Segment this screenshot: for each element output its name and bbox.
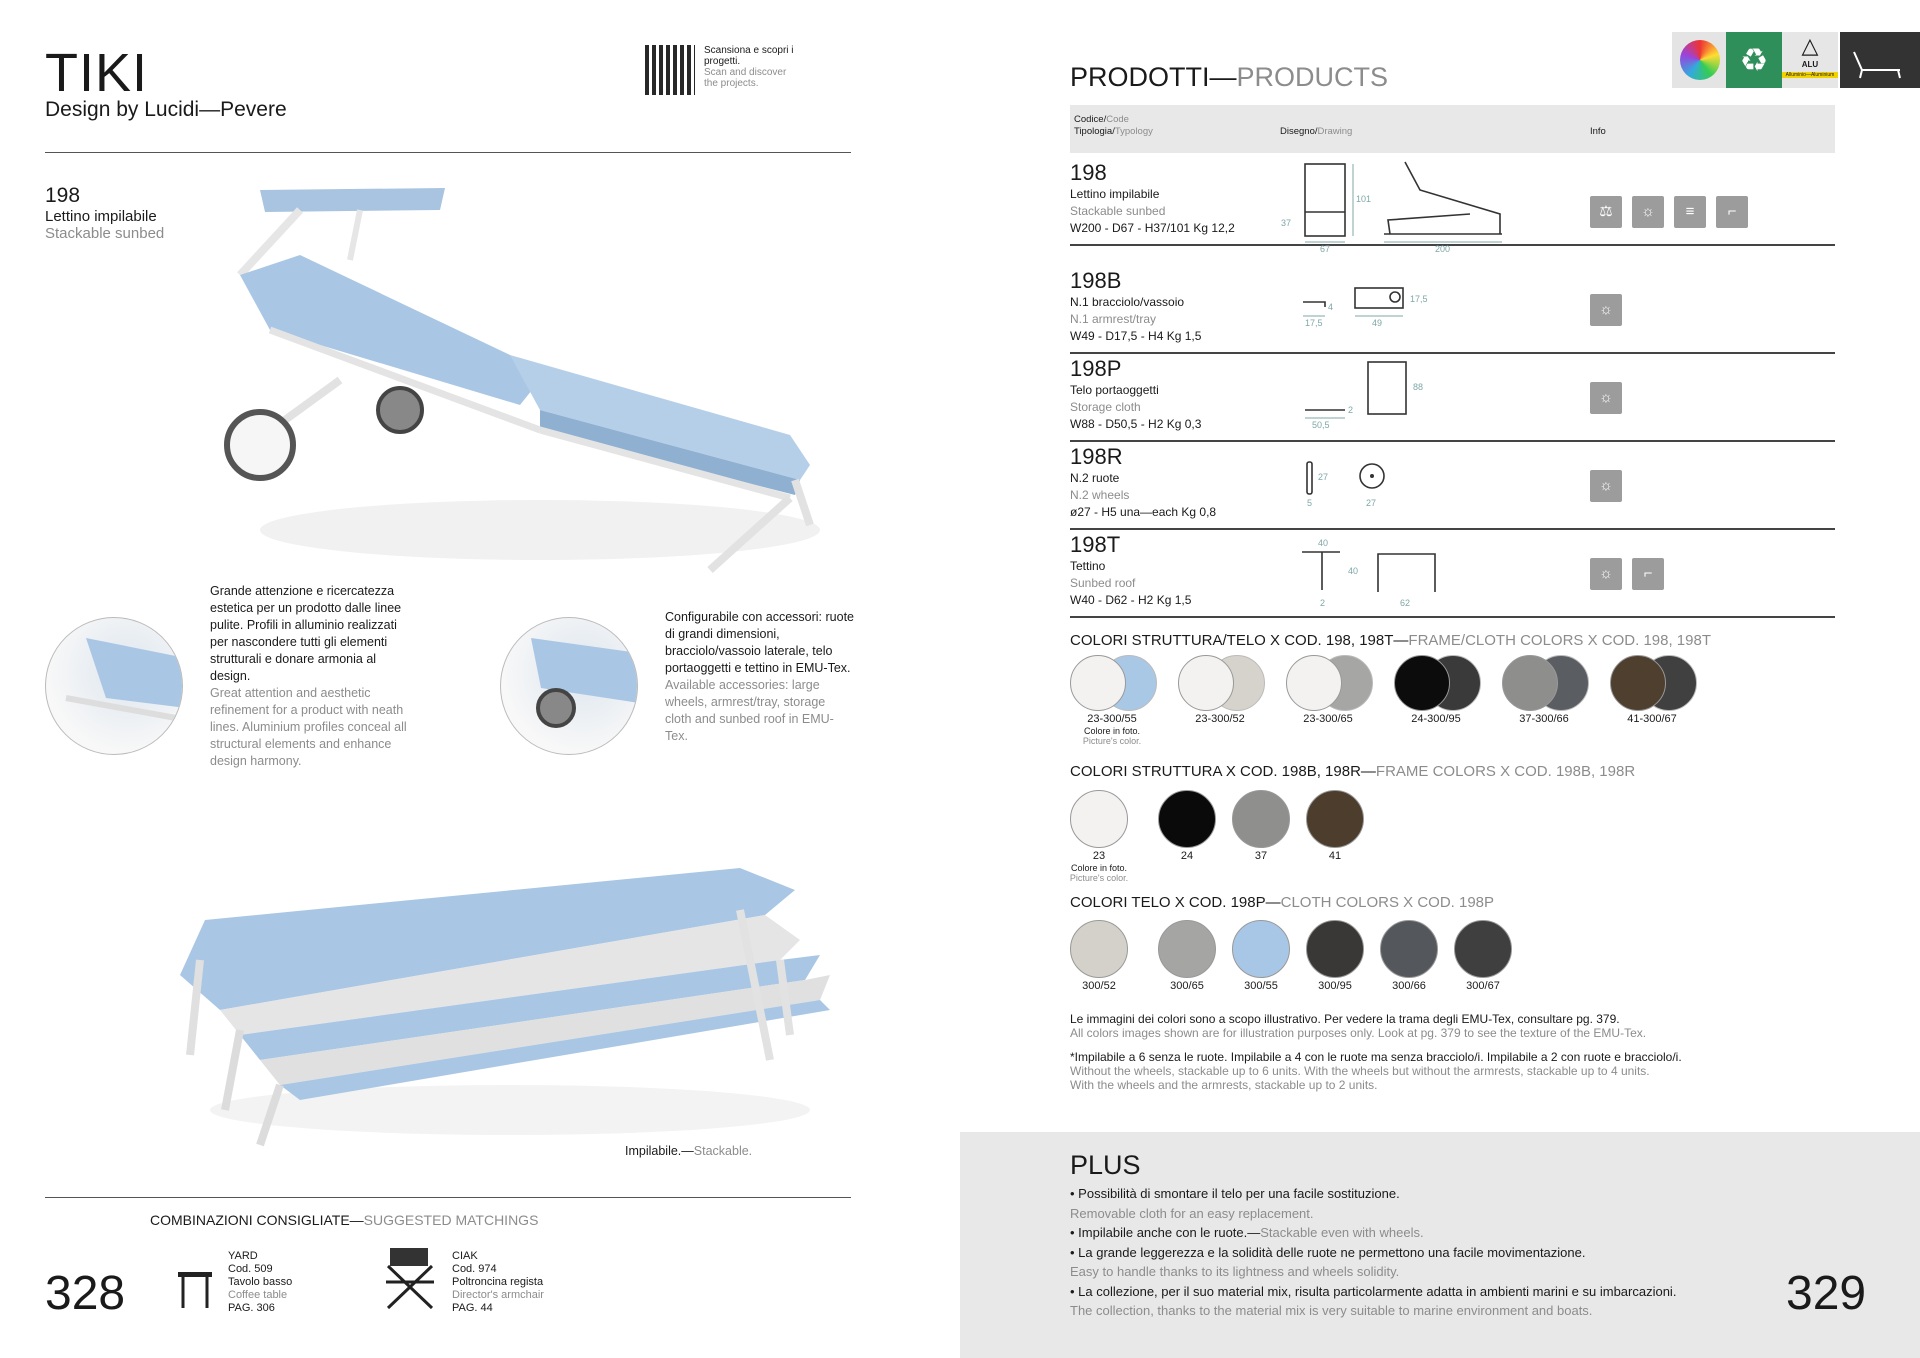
frame-color bbox=[1502, 655, 1558, 711]
product-code: 198B bbox=[1070, 268, 1122, 293]
swatch-color bbox=[1158, 920, 1216, 978]
product-code: 198R bbox=[1070, 444, 1123, 469]
swatch-label: 300/67 bbox=[1466, 980, 1500, 992]
plus-item-en: The collection, thanks to the material mix is very suitable to marine environment and boats. bbox=[1070, 1303, 1593, 1318]
swatch-color bbox=[1232, 790, 1290, 848]
dim-label: 5 bbox=[1307, 498, 1313, 508]
product-name-en: Storage cloth bbox=[1070, 400, 1141, 414]
swatch-label: 300/95 bbox=[1318, 980, 1352, 992]
stacked-sunbeds-photo bbox=[180, 860, 830, 1160]
coffee-table-icon bbox=[175, 1268, 215, 1310]
colors1-title: COLORI STRUTTURA/TELO X COD. 198, 198T—FRAME/CLOTH COLORS X COD. 198, 198T bbox=[1070, 632, 1711, 649]
product-dimensions: W40 - D62 - H2 Kg 1,5 bbox=[1070, 593, 1192, 607]
dim-label: 200 bbox=[1435, 244, 1451, 254]
product-dimensions: W88 - D50,5 - H2 Kg 0,3 bbox=[1070, 417, 1202, 431]
swatch-color bbox=[1158, 790, 1216, 848]
header-info: Info bbox=[1590, 126, 1606, 137]
qr-code[interactable] bbox=[645, 45, 695, 95]
product-name-it: Lettino impilabile bbox=[1070, 187, 1160, 201]
swatch-label: 23-300/52 bbox=[1195, 713, 1245, 725]
swatch-color bbox=[1380, 920, 1438, 978]
colors2-title: COLORI STRUTTURA X COD. 198B, 198R—FRAME COLORS X COD. 198B, 198R bbox=[1070, 763, 1636, 780]
plus-item: • La grande leggerezza e la solidità delle ruote ne permettono una facile movimentazione. bbox=[1070, 1244, 1586, 1260]
swatch-label: 41-300/67 bbox=[1627, 713, 1677, 725]
swatch-label: 24-300/95 bbox=[1411, 713, 1461, 725]
swatch-label: 23 bbox=[1092, 850, 1106, 862]
product-dimensions: W49 - D17,5 - H4 Kg 1,5 bbox=[1070, 329, 1202, 343]
picture-color-note: Colore in foto. Picture's color. bbox=[1069, 863, 1129, 883]
plus-item-en: Removable cloth for an easy replacement. bbox=[1070, 1205, 1314, 1221]
page-number: 328 bbox=[45, 1267, 126, 1320]
weather-icon: ☼ bbox=[1590, 558, 1622, 590]
dim-label: 62 bbox=[1400, 598, 1411, 608]
sunbed-photo bbox=[210, 180, 830, 580]
matching-ciak[interactable]: CIAK Cod. 974 Poltroncina regista Director's armchair PAG. 44 bbox=[452, 1250, 544, 1314]
stack-icon: ≡ bbox=[1674, 196, 1706, 228]
swatch-label: 300/52 bbox=[1082, 980, 1116, 992]
recycle-triangle-icon: △ bbox=[1801, 33, 1819, 58]
sunbed-icon: ⌐ bbox=[1716, 196, 1748, 228]
dim-label: 27 bbox=[1366, 498, 1377, 508]
swatch-label: 23-300/55 bbox=[1087, 713, 1137, 725]
designer-subtitle: Design by Lucidi—Pevere bbox=[45, 98, 287, 121]
swatch-label: 300/66 bbox=[1392, 980, 1426, 992]
plus-box bbox=[960, 1132, 1920, 1358]
detail1-text: Grande attenzione e ricercatezza estetica per un prodotto dalle linee pulite. Profili in alluminio realizzati per nascondere tutti gli elementi strutturali e donare armonia al design. Great attention and aesthetic refinement for a product with neath lines. Aluminium profiles conceal all structural elements and enhance design harmony. bbox=[210, 584, 407, 768]
swatch-label: 41 bbox=[1328, 850, 1342, 862]
product-name-en: N.1 armrest/tray bbox=[1070, 312, 1157, 326]
dim-label: 50,5 bbox=[1312, 420, 1330, 430]
dim-label: 2 bbox=[1320, 598, 1326, 608]
swatch-color bbox=[1070, 790, 1128, 848]
swatch-label: 300/55 bbox=[1244, 980, 1278, 992]
divider bbox=[45, 1197, 851, 1198]
products-title: PRODOTTI—PRODUCTS bbox=[1070, 62, 1389, 92]
plus-item: • Possibilità di smontare il telo per una facile sostituzione. bbox=[1070, 1186, 1400, 1201]
plus-item-en: Easy to handle thanks to its lightness and wheels solidity. bbox=[1070, 1264, 1400, 1279]
stack-caption: Impilabile.—Stackable. bbox=[625, 1144, 753, 1158]
swatch-label: 37 bbox=[1254, 850, 1268, 862]
product-name-it: Tettino bbox=[1070, 559, 1106, 573]
dim-label: 2 bbox=[1348, 405, 1354, 415]
sunbed-icon: ⌐ bbox=[1632, 558, 1664, 590]
swatch-color bbox=[1070, 920, 1128, 978]
frame-color bbox=[1610, 655, 1666, 711]
divider bbox=[45, 152, 851, 153]
dim-label: 67 bbox=[1320, 244, 1331, 254]
weather-icon: ☼ bbox=[1590, 294, 1622, 326]
product-code: 198T bbox=[1070, 532, 1121, 557]
matchings-title: COMBINAZIONI CONSIGLIATE—SUGGESTED MATCHINGS bbox=[150, 1212, 539, 1228]
product-code: 198P bbox=[1070, 356, 1122, 381]
plus-item: • La collezione, per il suo material mix, risulta particolarmente adatta in ambienti marini e su imbarcazioni. bbox=[1070, 1283, 1677, 1299]
swatch-color bbox=[1306, 920, 1364, 978]
detail-wheel-photo bbox=[500, 617, 638, 755]
swatch-label: 37-300/66 bbox=[1519, 713, 1569, 725]
weather-icon: ☼ bbox=[1632, 196, 1664, 228]
product-label: 198 Lettino impilabile Stackable sunbed bbox=[45, 184, 165, 242]
plus-title: PLUS bbox=[1070, 1150, 1141, 1180]
product-name-it: N.2 ruote bbox=[1070, 471, 1120, 485]
technical-drawings bbox=[960, 0, 1920, 640]
dim-label: 4 bbox=[1328, 302, 1334, 312]
header-code: Codice/Code Tipologia/Typology bbox=[1074, 114, 1153, 137]
drawing-198T bbox=[1302, 538, 1435, 608]
dim-label: 17,5 bbox=[1305, 318, 1323, 328]
swatch-color bbox=[1306, 790, 1364, 848]
swatch-label: 24 bbox=[1180, 850, 1194, 862]
dim-label: 27 bbox=[1318, 472, 1329, 482]
product-name-it: N.1 bracciolo/vassoio bbox=[1070, 295, 1185, 309]
weather-icon: ☼ bbox=[1590, 470, 1622, 502]
qr-caption: Scansiona e scopri i progetti. Scan and discover the projects. bbox=[704, 45, 794, 89]
drawing-198P bbox=[1305, 362, 1423, 430]
colors2-swatches bbox=[1070, 790, 1830, 890]
swatch-label: 23-300/65 bbox=[1303, 713, 1353, 725]
colors1-swatches bbox=[1070, 655, 1830, 755]
page-number: 329 bbox=[1786, 1267, 1867, 1320]
plus-list bbox=[1070, 1184, 1760, 1321]
dim-label: 40 bbox=[1318, 538, 1329, 548]
frame-color bbox=[1394, 655, 1450, 711]
dim-label: 101 bbox=[1356, 194, 1372, 204]
weather-icon: ☼ bbox=[1590, 382, 1622, 414]
swatch-color bbox=[1232, 920, 1290, 978]
matching-yard[interactable]: YARD Cod. 509 Tavolo basso Coffee table PAG. 306 bbox=[228, 1250, 293, 1314]
dim-label: 88 bbox=[1413, 382, 1424, 392]
detail2-text: Configurabile con accessori: ruote di grandi dimensioni, bracciolo/vassoio laterale, telo portaoggetti e tettino in EMU-Tex. Available accessories: large wheels, armrest/tray, storage cloth and sunbed roof in EMU-Tex. bbox=[665, 610, 854, 743]
recycle-icon: ♻ bbox=[1726, 32, 1782, 88]
dim-label: 49 bbox=[1372, 318, 1383, 328]
header-drawing: Disegno/Drawing bbox=[1280, 126, 1353, 137]
colors3-swatches bbox=[1070, 920, 1830, 995]
product-name-en: Stackable sunbed bbox=[1070, 204, 1166, 218]
swatch-label: 300/65 bbox=[1170, 980, 1204, 992]
product-name-en: N.2 wheels bbox=[1070, 488, 1130, 502]
swatch-color bbox=[1454, 920, 1512, 978]
product-name-it: Telo portaoggetti bbox=[1070, 383, 1159, 397]
colors3-title: COLORI TELO X COD. 198P—CLOTH COLORS X COD. 198P bbox=[1070, 894, 1495, 911]
dim-label: 17,5 bbox=[1410, 294, 1428, 304]
frame-color bbox=[1286, 655, 1342, 711]
plus-item: • Impilabile anche con le ruote.—Stackable even with wheels. bbox=[1070, 1225, 1424, 1240]
product-name-en: Sunbed roof bbox=[1070, 576, 1136, 590]
product-dimensions: ø27 - H5 una—each Kg 0,8 bbox=[1070, 505, 1217, 519]
frame-color bbox=[1178, 655, 1234, 711]
picture-color-note: Colore in foto. Picture's color. bbox=[1082, 726, 1142, 746]
frame-color bbox=[1070, 655, 1126, 711]
right-page bbox=[960, 0, 1920, 1358]
directors-armchair-icon bbox=[382, 1244, 438, 1314]
dim-label: 40 bbox=[1348, 566, 1359, 576]
aluminium-badge: △ ALU Alluminio—Aluminium bbox=[1782, 32, 1838, 88]
dim-label: 37 bbox=[1281, 218, 1292, 228]
load-icon: ⚖ bbox=[1590, 196, 1622, 228]
drawing-198R bbox=[1307, 462, 1384, 508]
drawing-198B bbox=[1303, 288, 1428, 328]
detail-profile-photo bbox=[45, 617, 183, 755]
product-dimensions: W200 - D67 - H37/101 Kg 12,2 bbox=[1070, 221, 1235, 235]
collection-title: TIKI bbox=[45, 43, 149, 103]
product-code: 198 bbox=[1070, 160, 1107, 185]
drawing-198 bbox=[1281, 162, 1502, 254]
colors-note: Le immagini dei colori sono a scopo illustrativo. Per vedere la trama degli EMU-Tex, consultare pg. 379. All colors images shown are for illustration purposes only. Look at pg. 379 to see the texture of the EMU-Tex. bbox=[1070, 1012, 1647, 1040]
stacking-note: *Impilabile a 6 senza le ruote. Impilabile a 4 con le ruote ma senza bracciolo/i. Impilabile a 2 con ruote e bracciolo/i. Without the wheels, stackable up to 6 units. With the wheels but without the armrests, stackable up to 4 units. With the wheels and the armrests, stackable up to 2 units. bbox=[1070, 1050, 1682, 1092]
